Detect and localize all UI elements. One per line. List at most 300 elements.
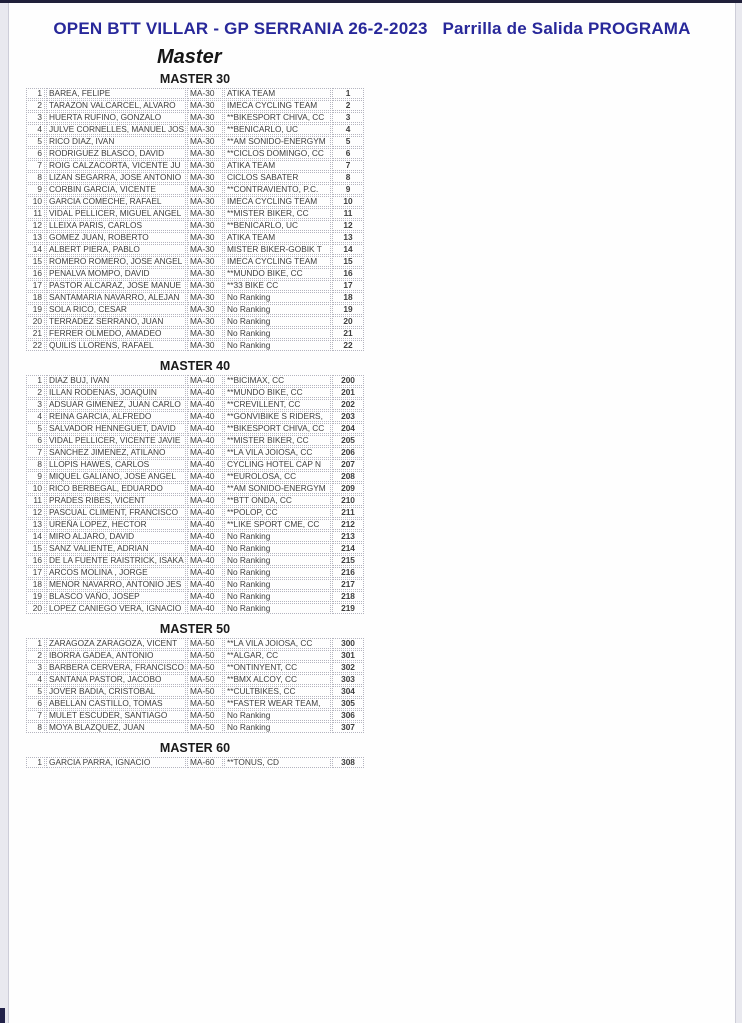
cell-team: **BENICARLO, UC — [224, 124, 331, 135]
cell-pos: 5 — [26, 423, 45, 434]
table-row — [26, 591, 364, 602]
table-row — [26, 136, 364, 147]
cell-team: **MUNDO BIKE, CC — [224, 387, 331, 398]
cell-name: TARAZON VALCARCEL, ALVARO — [46, 100, 186, 111]
cell-pos: 5 — [26, 686, 45, 697]
cell-name: QUILIS LLORENS, RAFAEL — [46, 340, 186, 351]
table-row — [26, 220, 364, 231]
cell-name: MENOR NAVARRO, ANTONIO JES — [46, 579, 186, 590]
table-row — [26, 435, 364, 446]
cell-cat: MA-30 — [187, 256, 223, 267]
cell-cat: MA-50 — [187, 662, 223, 673]
cell-team: ATIKA TEAM — [224, 160, 331, 171]
cell-bib: 200 — [332, 375, 364, 386]
cell-team: No Ranking — [224, 292, 331, 303]
cell-name: PASCUAL CLIMENT, FRANCISCO — [46, 507, 186, 518]
cell-cat: MA-30 — [187, 112, 223, 123]
start-list-table — [25, 374, 365, 615]
cell-bib: 12 — [332, 220, 364, 231]
cell-pos: 4 — [26, 411, 45, 422]
cell-name: SANTAMARIA NAVARRO, ALEJAN — [46, 292, 186, 303]
cell-pos: 17 — [26, 280, 45, 291]
cell-team: **BENICARLO, UC — [224, 220, 331, 231]
cell-name: SANCHEZ JIMENEZ, ATILANO — [46, 447, 186, 458]
cell-bib: 308 — [332, 757, 364, 768]
cell-name: RICO DIAZ, IVAN — [46, 136, 186, 147]
table-row — [26, 196, 364, 207]
cell-team: IMECA CYCLING TEAM — [224, 256, 331, 267]
cell-bib: 217 — [332, 579, 364, 590]
cell-cat: MA-40 — [187, 495, 223, 506]
cell-name: TERRADEZ SERRANO, JUAN — [46, 316, 186, 327]
cell-cat: MA-40 — [187, 387, 223, 398]
cell-team: **TONUS, CD — [224, 757, 331, 768]
cell-name: MULET ESCUDER, SANTIAGO — [46, 710, 186, 721]
cell-pos: 15 — [26, 543, 45, 554]
cell-pos: 12 — [26, 507, 45, 518]
table-row — [26, 268, 364, 279]
table-row — [26, 232, 364, 243]
cell-pos: 18 — [26, 292, 45, 303]
cell-name: MIRO ALJARO, DAVID — [46, 531, 186, 542]
table-row — [26, 160, 364, 171]
cell-pos: 11 — [26, 208, 45, 219]
cell-bib: 4 — [332, 124, 364, 135]
cell-cat: MA-40 — [187, 483, 223, 494]
cell-bib: 21 — [332, 328, 364, 339]
table-row — [26, 710, 364, 721]
cell-pos: 14 — [26, 531, 45, 542]
cell-name: SANTANA PASTOR, JACOBO — [46, 674, 186, 685]
table-row — [26, 112, 364, 123]
cell-name: ROIG CALZACORTA, VICENTE JU — [46, 160, 186, 171]
cell-bib: 209 — [332, 483, 364, 494]
cell-name: PRADES RIBES, VICENT — [46, 495, 186, 506]
cell-pos: 11 — [26, 495, 45, 506]
cell-bib: 215 — [332, 555, 364, 566]
cell-bib: 204 — [332, 423, 364, 434]
section-heading: MASTER 50 — [159, 622, 231, 636]
start-list-table — [25, 756, 365, 769]
section-heading: MASTER 60 — [159, 741, 231, 755]
cell-team: No Ranking — [224, 591, 331, 602]
table-row — [26, 399, 364, 410]
table-row — [26, 411, 364, 422]
cell-name: JOVER BADIA, CRISTOBAL — [46, 686, 186, 697]
cell-name: ILLAN RODENAS, JOAQUIN — [46, 387, 186, 398]
cell-name: SALVADOR HENNEGUET, DAVID — [46, 423, 186, 434]
table-row — [26, 148, 364, 159]
cell-cat: MA-40 — [187, 447, 223, 458]
cell-team: **ONTINYENT, CC — [224, 662, 331, 673]
cell-bib: 20 — [332, 316, 364, 327]
cell-bib: 206 — [332, 447, 364, 458]
cell-team: **BMX ALCOY, CC — [224, 674, 331, 685]
cell-bib: 302 — [332, 662, 364, 673]
cell-team: No Ranking — [224, 531, 331, 542]
cell-cat: MA-40 — [187, 399, 223, 410]
cell-name: DIAZ BUJ, IVAN — [46, 375, 186, 386]
cell-bib: 203 — [332, 411, 364, 422]
cell-bib: 3 — [332, 112, 364, 123]
cell-name: BLASCO VAÑO, JOSEP — [46, 591, 186, 602]
cell-pos: 4 — [26, 674, 45, 685]
cell-cat: MA-40 — [187, 435, 223, 446]
cell-bib: 214 — [332, 543, 364, 554]
cell-team: ATIKA TEAM — [224, 88, 331, 99]
cell-team: **AM SONIDO-ENERGYM — [224, 483, 331, 494]
cell-team: No Ranking — [224, 316, 331, 327]
table-row — [26, 387, 364, 398]
cell-bib: 211 — [332, 507, 364, 518]
cell-team: **MISTER BIKER, CC — [224, 435, 331, 446]
start-list-table — [25, 87, 365, 352]
cell-bib: 219 — [332, 603, 364, 614]
cell-name: SANZ VALIENTE, ADRIAN — [46, 543, 186, 554]
cell-pos: 10 — [26, 483, 45, 494]
table-row — [26, 686, 364, 697]
cell-bib: 7 — [332, 160, 364, 171]
table-row — [26, 650, 364, 661]
cell-cat: MA-50 — [187, 674, 223, 685]
cell-pos: 16 — [26, 268, 45, 279]
cell-cat: MA-30 — [187, 220, 223, 231]
cell-pos: 18 — [26, 579, 45, 590]
cell-cat: MA-30 — [187, 184, 223, 195]
cell-bib: 210 — [332, 495, 364, 506]
cell-bib: 10 — [332, 196, 364, 207]
cell-pos: 22 — [26, 340, 45, 351]
cell-team: **MUNDO BIKE, CC — [224, 268, 331, 279]
table-row — [26, 603, 364, 614]
table-row — [26, 507, 364, 518]
cell-cat: MA-30 — [187, 88, 223, 99]
table-row — [26, 304, 364, 315]
table-row — [26, 184, 364, 195]
table-row — [26, 124, 364, 135]
cell-pos: 7 — [26, 160, 45, 171]
cell-team: **33 BIKE CC — [224, 280, 331, 291]
cell-name: LLOPIS HAWES, CARLOS — [46, 459, 186, 470]
cell-pos: 1 — [26, 375, 45, 386]
cell-bib: 305 — [332, 698, 364, 709]
cell-bib: 300 — [332, 638, 364, 649]
cell-name: BAREA, FELIPE — [46, 88, 186, 99]
cell-pos: 12 — [26, 220, 45, 231]
cell-pos: 3 — [26, 399, 45, 410]
cell-bib: 306 — [332, 710, 364, 721]
cell-team: **CREVILLENT, CC — [224, 399, 331, 410]
cell-name: HUERTA RUFINO, GONZALO — [46, 112, 186, 123]
cell-pos: 1 — [26, 757, 45, 768]
cell-pos: 3 — [26, 662, 45, 673]
cell-bib: 16 — [332, 268, 364, 279]
cell-pos: 8 — [26, 459, 45, 470]
cell-team: No Ranking — [224, 340, 331, 351]
table-row — [26, 459, 364, 470]
cell-cat: MA-30 — [187, 340, 223, 351]
cell-cat: MA-30 — [187, 232, 223, 243]
cell-bib: 8 — [332, 172, 364, 183]
table-row — [26, 579, 364, 590]
cell-cat: MA-50 — [187, 698, 223, 709]
cell-name: ALBERT PIERA, PABLO — [46, 244, 186, 255]
cell-bib: 202 — [332, 399, 364, 410]
table-row — [26, 292, 364, 303]
cell-team: CICLOS SABATER — [224, 172, 331, 183]
cell-name: MOYA BLAZQUEZ, JUAN — [46, 722, 186, 733]
table-row — [26, 757, 364, 768]
cell-pos: 1 — [26, 638, 45, 649]
table-row — [26, 256, 364, 267]
section-heading: MASTER 40 — [159, 359, 231, 373]
table-row — [26, 340, 364, 351]
cell-cat: MA-40 — [187, 459, 223, 470]
table-row — [26, 316, 364, 327]
cell-bib: 13 — [332, 232, 364, 243]
cell-name: LIZAN SEGARRA, JOSE ANTONIO — [46, 172, 186, 183]
cell-pos: 7 — [26, 447, 45, 458]
section-master-60 — [25, 741, 365, 769]
cell-cat: MA-40 — [187, 579, 223, 590]
cell-pos: 8 — [26, 172, 45, 183]
cell-cat: MA-30 — [187, 328, 223, 339]
cell-pos: 17 — [26, 567, 45, 578]
cell-pos: 10 — [26, 196, 45, 207]
table-row — [26, 567, 364, 578]
cell-team: No Ranking — [224, 328, 331, 339]
table-row — [26, 423, 364, 434]
cell-team: **BIKESPORT CHIVA, CC — [224, 112, 331, 123]
section-master-50 — [25, 622, 365, 734]
cell-name: LOPEZ CANIEGO VERA, IGNACIO — [46, 603, 186, 614]
table-row — [26, 280, 364, 291]
cell-pos: 16 — [26, 555, 45, 566]
table-row — [26, 100, 364, 111]
cell-cat: MA-30 — [187, 316, 223, 327]
cell-team: No Ranking — [224, 579, 331, 590]
cell-cat: MA-30 — [187, 304, 223, 315]
table-row — [26, 555, 364, 566]
cell-pos: 2 — [26, 387, 45, 398]
cell-name: ADSUAR GIMENEZ, JUAN CARLO — [46, 399, 186, 410]
cell-team: **ALGAR, CC — [224, 650, 331, 661]
cell-cat: MA-40 — [187, 591, 223, 602]
cell-pos: 19 — [26, 591, 45, 602]
cell-cat: MA-40 — [187, 471, 223, 482]
cell-cat: MA-30 — [187, 244, 223, 255]
cell-pos: 2 — [26, 100, 45, 111]
cell-team: No Ranking — [224, 567, 331, 578]
cell-bib: 216 — [332, 567, 364, 578]
table-row — [26, 375, 364, 386]
cell-name: JULVE CORNELLES, MANUEL JOS — [46, 124, 186, 135]
cell-cat: MA-30 — [187, 268, 223, 279]
cell-name: ABELLAN CASTILLO, TOMAS — [46, 698, 186, 709]
cell-bib: 22 — [332, 340, 364, 351]
cell-bib: 208 — [332, 471, 364, 482]
table-row — [26, 531, 364, 542]
table-row — [26, 328, 364, 339]
cell-cat: MA-30 — [187, 172, 223, 183]
cell-team: **CULTBIKES, CC — [224, 686, 331, 697]
cell-name: GARCIA COMECHE, RAFAEL — [46, 196, 186, 207]
cell-bib: 201 — [332, 387, 364, 398]
cell-name: MIQUEL GALIANO, JOSE ANGEL — [46, 471, 186, 482]
cell-cat: MA-50 — [187, 722, 223, 733]
cell-cat: MA-30 — [187, 292, 223, 303]
cell-pos: 15 — [26, 256, 45, 267]
cell-name: LLEIXA PARIS, CARLOS — [46, 220, 186, 231]
cell-name: ARCOS MOLINA , JORGE — [46, 567, 186, 578]
cell-cat: MA-50 — [187, 710, 223, 721]
table-row — [26, 471, 364, 482]
table-row — [26, 722, 364, 733]
cell-team: **BIKESPORT CHIVA, CC — [224, 423, 331, 434]
cell-cat: MA-50 — [187, 650, 223, 661]
cell-name: FERRER OLMEDO, AMADEO — [46, 328, 186, 339]
cell-pos: 6 — [26, 435, 45, 446]
cell-bib: 218 — [332, 591, 364, 602]
section-master-40 — [25, 359, 365, 615]
cell-bib: 213 — [332, 531, 364, 542]
cell-bib: 18 — [332, 292, 364, 303]
cell-bib: 19 — [332, 304, 364, 315]
cell-cat: MA-40 — [187, 555, 223, 566]
document-page — [9, 3, 735, 1023]
cell-cat: MA-40 — [187, 531, 223, 542]
cell-team: No Ranking — [224, 722, 331, 733]
table-row — [26, 244, 364, 255]
cell-cat: MA-30 — [187, 280, 223, 291]
cell-team: CYCLING HOTEL CAP N — [224, 459, 331, 470]
page-title: OPEN BTT VILLAR - GP SERRANIA 26-2-2023 Parrilla de Salida PROGRAMA — [53, 19, 691, 38]
cell-name: GARCIA PARRA, IGNACIO — [46, 757, 186, 768]
cell-team: **FASTER WEAR TEAM, — [224, 698, 331, 709]
cell-pos: 8 — [26, 722, 45, 733]
cell-name: REINA GARCIA, ALFREDO — [46, 411, 186, 422]
cell-team: IMECA CYCLING TEAM — [224, 100, 331, 111]
cell-team: **POLOP, CC — [224, 507, 331, 518]
photo-top-edge — [0, 0, 742, 3]
cell-cat: MA-40 — [187, 411, 223, 422]
cell-bib: 304 — [332, 686, 364, 697]
cell-cat: MA-30 — [187, 148, 223, 159]
table-row — [26, 88, 364, 99]
section-heading: MASTER 30 — [159, 72, 231, 86]
cell-cat: MA-30 — [187, 196, 223, 207]
cell-team: **MISTER BIKER, CC — [224, 208, 331, 219]
cell-cat: MA-30 — [187, 208, 223, 219]
category-subtitle: Master — [157, 46, 222, 68]
table-row — [26, 208, 364, 219]
cell-cat: MA-40 — [187, 603, 223, 614]
cell-cat: MA-40 — [187, 519, 223, 530]
photo-left-margin — [0, 3, 9, 1023]
cell-name: ROMERO ROMERO, JOSE ANGEL — [46, 256, 186, 267]
photo-right-margin — [735, 3, 742, 1023]
cell-name: PENALVA MOMPO, DAVID — [46, 268, 186, 279]
cell-team: **LIKE SPORT CME, CC — [224, 519, 331, 530]
cell-name: VIDAL PELLICER, VICENTE JAVIE — [46, 435, 186, 446]
cell-bib: 2 — [332, 100, 364, 111]
table-row — [26, 483, 364, 494]
cell-bib: 1 — [332, 88, 364, 99]
table-row — [26, 519, 364, 530]
cell-team: IMECA CYCLING TEAM — [224, 196, 331, 207]
cell-name: CORBIN GARCIA, VICENTE — [46, 184, 186, 195]
cell-team: **CONTRAVIENTO, P.C. — [224, 184, 331, 195]
cell-name: BARBERA CERVERA, FRANCISCO — [46, 662, 186, 673]
cell-pos: 20 — [26, 316, 45, 327]
cell-name: SOLA RICO, CESAR — [46, 304, 186, 315]
cell-bib: 17 — [332, 280, 364, 291]
table-row — [26, 447, 364, 458]
cell-name: GOMEZ JUAN, ROBERTO — [46, 232, 186, 243]
cell-team: **LA VILA JOIOSA, CC — [224, 447, 331, 458]
cell-cat: MA-30 — [187, 160, 223, 171]
cell-pos: 2 — [26, 650, 45, 661]
cell-cat: MA-50 — [187, 638, 223, 649]
cell-name: PASTOR ALCARAZ, JOSE MANUE — [46, 280, 186, 291]
sections — [25, 72, 735, 769]
cell-team: ATIKA TEAM — [224, 232, 331, 243]
cell-bib: 9 — [332, 184, 364, 195]
table-row — [26, 662, 364, 673]
cell-name: DE LA FUENTE RAISTRICK, ISAKA — [46, 555, 186, 566]
cell-bib: 5 — [332, 136, 364, 147]
table-row — [26, 698, 364, 709]
cell-cat: MA-40 — [187, 507, 223, 518]
cell-bib: 6 — [332, 148, 364, 159]
cell-team: **GONVIBIKE S RIDERS, — [224, 411, 331, 422]
cell-pos: 3 — [26, 112, 45, 123]
start-list-table — [25, 637, 365, 734]
cell-team: **LA VILA JOIOSA, CC — [224, 638, 331, 649]
cell-pos: 20 — [26, 603, 45, 614]
table-row — [26, 495, 364, 506]
cell-bib: 15 — [332, 256, 364, 267]
cell-cat: MA-60 — [187, 757, 223, 768]
cell-name: VIDAL PELLICER, MIGUEL ANGEL — [46, 208, 186, 219]
table-row — [26, 543, 364, 554]
cell-cat: MA-30 — [187, 124, 223, 135]
cell-name: UREÑA LOPEZ, HECTOR — [46, 519, 186, 530]
cell-cat: MA-30 — [187, 136, 223, 147]
cell-name: IBORRA GADEA, ANTONIO — [46, 650, 186, 661]
table-row — [26, 674, 364, 685]
cell-cat: MA-30 — [187, 100, 223, 111]
cell-bib: 307 — [332, 722, 364, 733]
cell-bib: 11 — [332, 208, 364, 219]
cell-pos: 9 — [26, 471, 45, 482]
cell-cat: MA-50 — [187, 686, 223, 697]
cell-bib: 14 — [332, 244, 364, 255]
cell-cat: MA-40 — [187, 423, 223, 434]
cell-pos: 21 — [26, 328, 45, 339]
cell-name: RODRIGUEZ BLASCO, DAVID — [46, 148, 186, 159]
cell-cat: MA-40 — [187, 375, 223, 386]
cell-pos: 14 — [26, 244, 45, 255]
cell-cat: MA-40 — [187, 567, 223, 578]
cell-pos: 19 — [26, 304, 45, 315]
cell-pos: 4 — [26, 124, 45, 135]
cell-pos: 7 — [26, 710, 45, 721]
cell-bib: 303 — [332, 674, 364, 685]
cell-team: No Ranking — [224, 555, 331, 566]
cell-team: No Ranking — [224, 304, 331, 315]
cell-team: No Ranking — [224, 603, 331, 614]
